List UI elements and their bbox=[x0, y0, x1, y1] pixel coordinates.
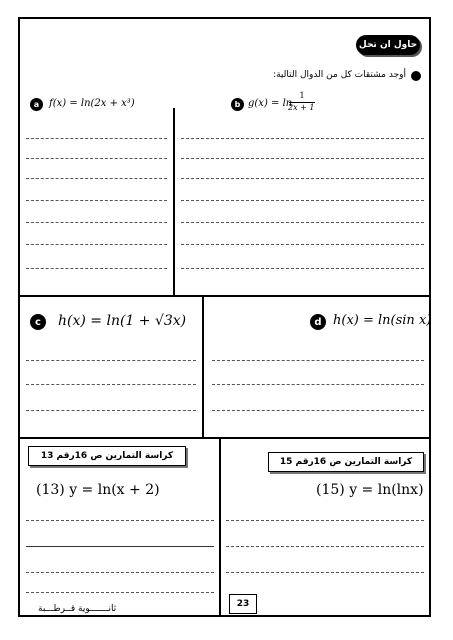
answer-line bbox=[226, 546, 424, 547]
expr-13: (13) y = ln(x + 2) bbox=[36, 482, 160, 498]
answer-line bbox=[181, 244, 424, 245]
fraction-denominator: 2x + 1 bbox=[288, 103, 315, 112]
answer-line bbox=[26, 222, 167, 223]
column-divider-bottom bbox=[219, 437, 221, 617]
badge-a: a bbox=[30, 98, 43, 111]
workbook-ref-right: كراسة التمارين ص 16رقم 15 bbox=[268, 452, 424, 472]
answer-line bbox=[212, 360, 424, 361]
answer-line bbox=[26, 360, 196, 361]
fraction-numerator: 1 bbox=[299, 91, 305, 100]
expr-a: f(x) = ln(2x + x³) bbox=[49, 98, 135, 109]
badge-c: c bbox=[30, 314, 46, 330]
instruction-text: أوجد مشتقات كل من الدوال التالية: bbox=[273, 70, 406, 80]
section-divider-1 bbox=[18, 295, 431, 297]
answer-line bbox=[226, 520, 424, 521]
bullet-icon bbox=[411, 71, 421, 81]
title-badge: حاول ان تحل bbox=[356, 35, 420, 55]
answer-line bbox=[181, 200, 424, 201]
answer-line bbox=[181, 138, 424, 139]
workbook-ref-left: كراسة التمارين ص 16رقم 13 bbox=[28, 446, 186, 466]
answer-line bbox=[26, 410, 196, 411]
answer-line bbox=[26, 138, 167, 139]
expr-b-prefix: g(x) = ln bbox=[248, 98, 293, 109]
answer-line bbox=[26, 592, 214, 593]
answer-line bbox=[26, 200, 167, 201]
badge-d: d bbox=[310, 314, 326, 330]
section-divider-2 bbox=[18, 437, 431, 439]
answer-line bbox=[181, 158, 424, 159]
column-divider-top bbox=[173, 108, 175, 295]
expr-c: h(x) = ln(1 + √3x) bbox=[58, 313, 187, 329]
expr-15: (15) y = ln(lnx) bbox=[316, 482, 424, 498]
column-divider-middle bbox=[202, 295, 204, 437]
school-name: ثانـــــــوية قــرطـــبة bbox=[38, 604, 117, 614]
answer-line bbox=[181, 268, 424, 269]
answer-line bbox=[26, 546, 214, 547]
answer-line bbox=[181, 222, 424, 223]
answer-line bbox=[26, 158, 167, 159]
answer-line bbox=[26, 244, 167, 245]
page-number: 23 bbox=[229, 594, 257, 614]
answer-line bbox=[212, 384, 424, 385]
answer-line bbox=[26, 384, 196, 385]
answer-line bbox=[26, 520, 214, 521]
answer-line bbox=[226, 572, 424, 573]
answer-line bbox=[212, 410, 424, 411]
answer-line bbox=[26, 268, 167, 269]
answer-line bbox=[26, 178, 167, 179]
badge-b: b bbox=[231, 98, 244, 111]
answer-line bbox=[26, 572, 214, 573]
answer-line bbox=[181, 178, 424, 179]
expr-d: h(x) = ln(sin x) bbox=[333, 313, 432, 328]
